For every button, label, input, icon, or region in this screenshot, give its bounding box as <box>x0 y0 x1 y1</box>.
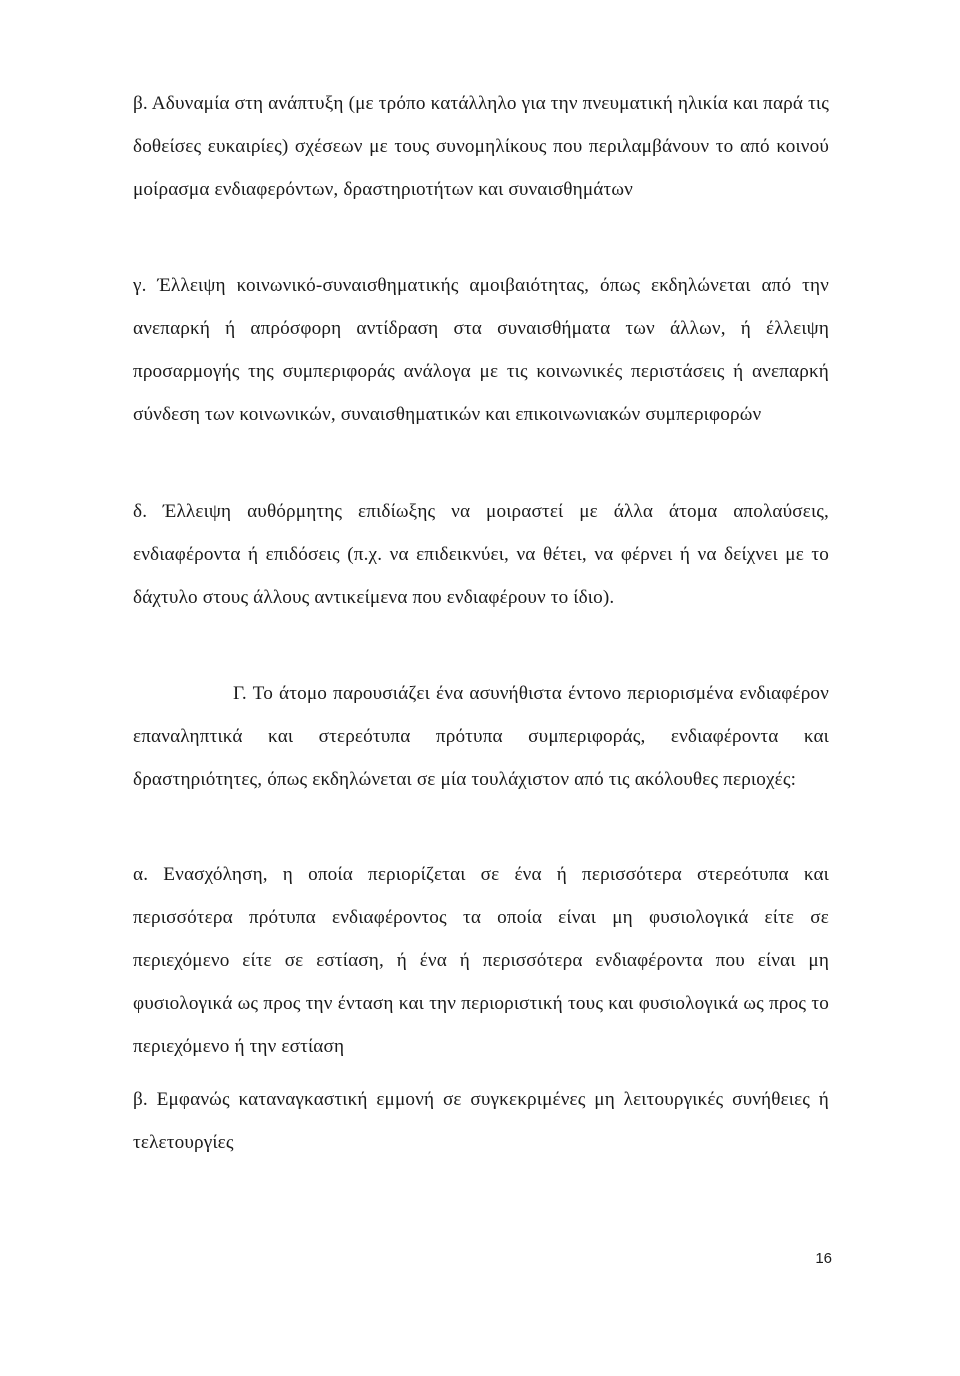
paragraph-gamma-reciprocity: γ. Έλλειψη κοινωνικό-συναισθηματικής αμοιβαιότητας, όπως εκδηλώνεται από την ανεπαρκή ή απρόσφορη αντίδραση στα συναισθήματα των άλλων, ή έλλειψη προσαρμογής της συμπεριφοράς ανάλογα με τις κοινωνικές περιστάσεις ή ανεπαρκή σύνδεση των κοινωνικών, συναισθηματικών και επικοινωνιακών συμπεριφορών <box>133 275 829 425</box>
paragraph-alpha-preoccupation: α. Ενασχόληση, η οποία περιορίζεται σε ένα ή περισσότερα στερεότυπα και περισσότερα πρότυπα ενδιαφέροντος τα οποία είναι μη φυσιολογικά είτε σε περιεχόμενο είτε σε εστίαση, ή ένα ή περισσότερα ενδιαφέροντα που είναι μη φυσιολογικά ως προς την ένταση και την περιοριστική τους και φυσιολογικά ως προς το περιεχόμενο ή την εστίαση <box>133 864 829 1057</box>
paragraph-criterion-c: Γ. Το άτομο παρουσιάζει ένα ασυνήθιστα έντονο περιορισμένα ενδιαφέρον επαναληπτικά και στερεότυπα πρότυπα συμπεριφοράς, ενδιαφέροντα και δραστηριότητες, όπως εκδηλώνεται σε μία τουλάχιστον από τις ακόλουθες περιοχές: <box>133 683 829 790</box>
paragraph-delta-sharing: δ. Έλλειψη αυθόρμητης επιδίωξης να μοιραστεί με άλλα άτομα απολαύσεις, ενδιαφέροντα ή επιδόσεις (π.χ. να επιδεικνύει, να θέτει, να φέρνει ή να δείχνει με το δάχτυλο στους άλλους αντικείμενα που ενδιαφέρουν το ίδιο). <box>133 501 829 608</box>
paragraph-beta-routines: β. Εμφανώς καταναγκαστική εμμονή σε συγκεκριμένες μη λειτουργικές συνήθειες ή τελετουργίες <box>133 1089 829 1153</box>
paragraph-beta-peer-relationships: β. Αδυναμία στη ανάπτυξη (με τρόπο κατάλληλο για την πνευματική ηλικία και παρά τις δοθείσες ευκαιρίες) σχέσεων με τους συνομηλίκους που περιλαμβάνουν το από κοινού μοίρασμα ενδιαφερόντων, δραστηριοτήτων και συναισθημάτων <box>133 93 829 200</box>
page-number: 16 <box>815 1250 832 1267</box>
